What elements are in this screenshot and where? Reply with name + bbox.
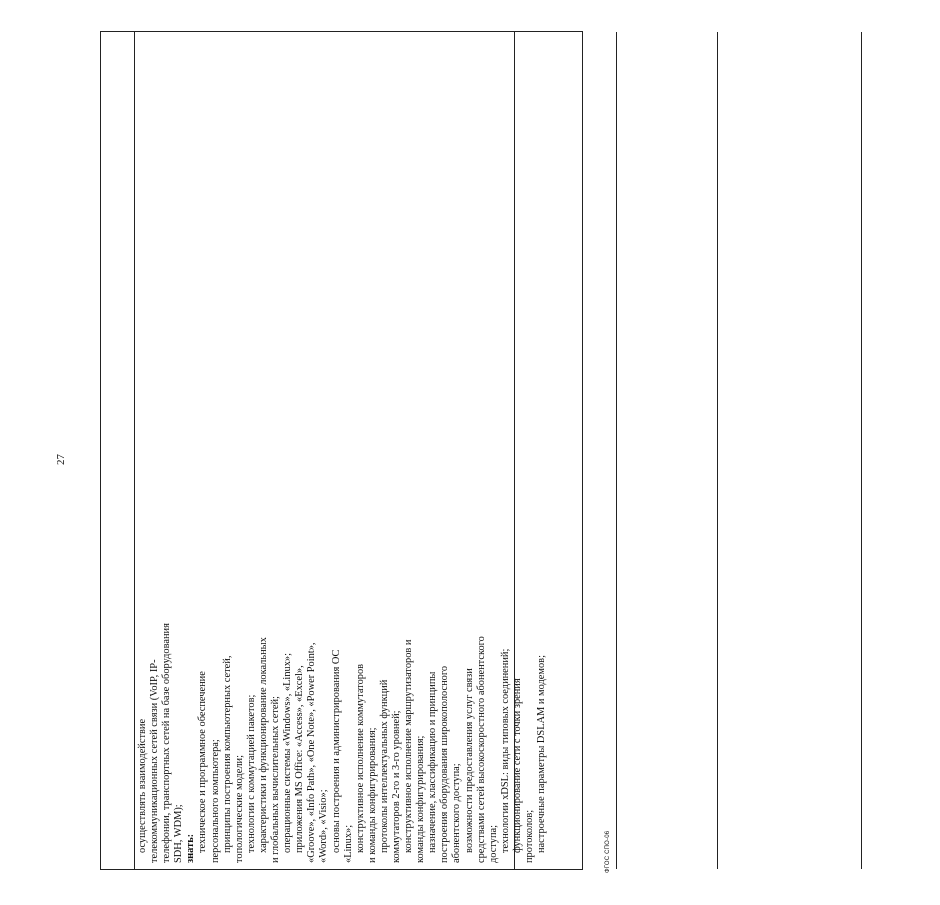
table-row-content [135,32,548,869]
table-row-empty-3 [617,32,718,869]
content-line: назначение, классификацию и принципы [427,671,439,853]
content-line: SDH, WDM); [173,804,185,863]
content-line: настроечные параметры DSLAM и модемов; [536,655,548,853]
content-line: основы построения и администрирования ОС [330,649,342,853]
content-line: функционирование сети с точки зрения [511,678,523,853]
content-line: коммутаторов 2-го и 3-го уровней; [390,710,402,863]
content-line: топологические модели; [233,755,245,863]
content-line: конструктивное исполнение коммутаторов [354,663,366,853]
table-row-empty-4 [718,32,862,869]
content-line: протоколов; [524,809,535,863]
content-line: «Word», «Visio»; [318,789,330,863]
content-line: протоколы интеллектуальных функций [378,679,390,853]
content-line: технологии xDSL: виды типовых соединений; [499,648,511,853]
content-line: доступа; [487,824,499,863]
footer-code: ФГОС СПО-06 [605,830,611,873]
content-line: телекоммуникационных сетей связи (VoIP, IP- [149,659,161,863]
standards-table [100,31,583,870]
content-line: осуществлять взаимодействие [137,718,148,853]
content-line: персонального компьютера; [209,739,221,863]
content-line: команды конфигурирования; [415,735,427,863]
content-cell [135,32,548,869]
content-line: абонентского доступа; [451,763,463,863]
content-line: характеристики и функционирование локальных [257,637,269,853]
page-number: 27 [55,454,67,465]
content-line: возможности предоставления услуг связи [463,668,475,853]
table-row-empty-5 [862,32,940,869]
content-line: технологии с коммутацией пакетов; [245,694,257,853]
table-row-empty-2 [515,32,617,869]
table-row-empty-first [101,32,135,869]
content-line: построения оборудования широкополосного [439,665,451,863]
content-line: и глобальных вычислительных сетей; [270,696,282,863]
content-line: «Linux»; [342,824,354,863]
content-line: конструктивное исполнение маршрутизаторов и [403,639,415,853]
content-line: и команды конфигурирования; [366,727,378,863]
content-line: знать: [185,833,197,863]
content-line: техническое и программное обеспечение [197,671,209,853]
content-line: «Groove», «Info Path», «One Note», «Power Point», [306,642,318,863]
content-line: телефонии, транспортных сетей на базе оборудования [161,623,173,863]
content-line: приложения MS Office: «Access», «Excel», [294,665,306,853]
content-line: принципы построения компьютерных сетей, [221,655,233,853]
content-line: операционные системы «Windows», «Linux»; [282,653,294,853]
content-line: средствами сетей высокоскоростного абонентского [475,636,487,863]
